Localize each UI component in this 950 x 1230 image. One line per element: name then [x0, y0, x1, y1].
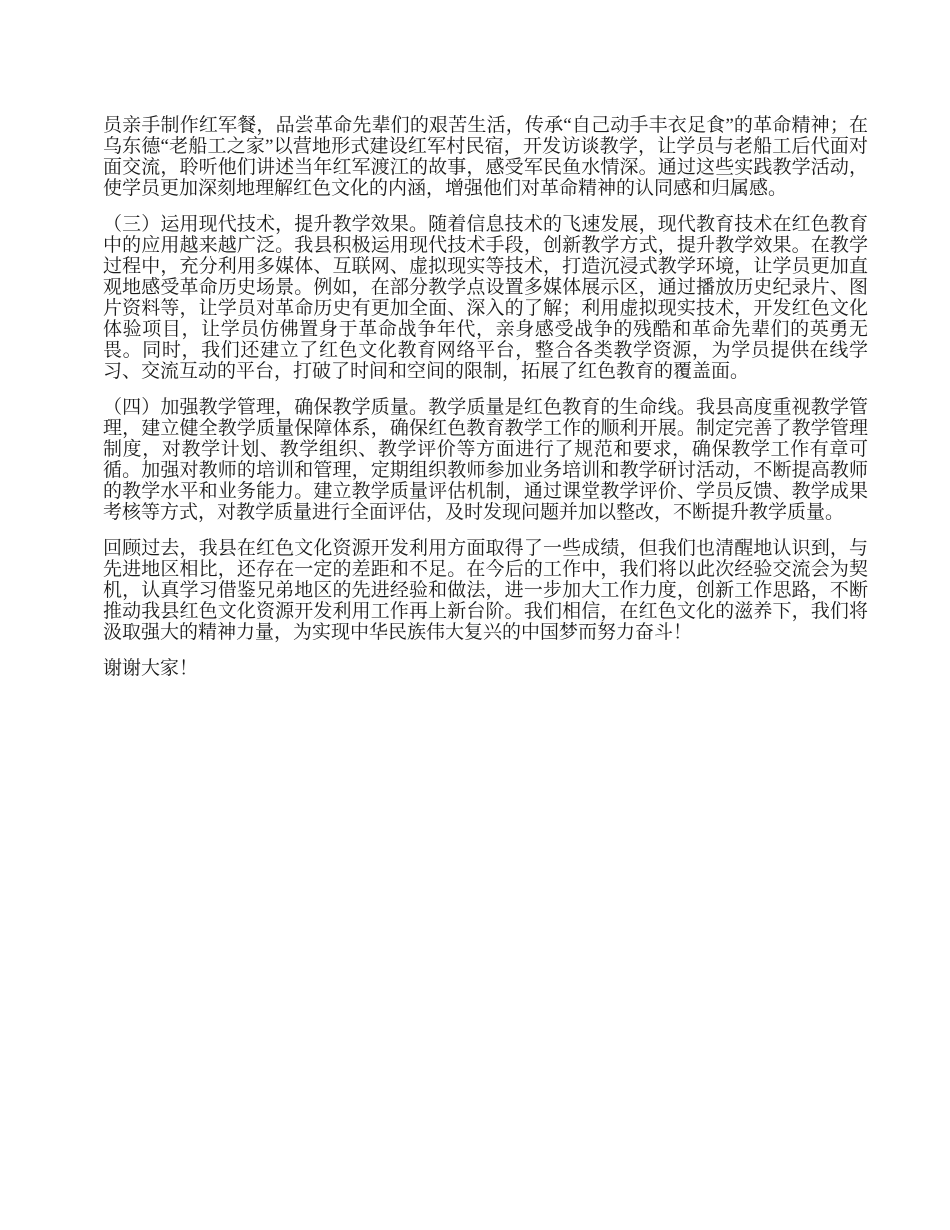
paragraph-section-4-teaching-management: （四）加强教学管理，确保教学质量。教学质量是红色教育的生命线。我县高度重视教学管理，建立健全教学质量保障体系，确保红色教育教学工作的顺利开展。制定完善了教学管理制度，对教学计划、教学组织、教学评价等方面进行了规范和要求，确保教学工作有章可循。加强对教师的培训和管理，定期组织教师参加业务培训和教学研讨活动，不断提高教师的教学水平和业务能力。建立教学质量评估机制，通过课堂教学评价、学员反馈、教学成果考核等方式，对教学质量进行全面评估，及时发现问题并加以整改，不断提升教学质量。 — [103, 397, 868, 523]
paragraph-section-3-modern-tech: （三）运用现代技术，提升教学效果。随着信息技术的飞速发展，现代教育技术在红色教育中的应用越来越广泛。我县积极运用现代技术手段，创新教学方式，提升教学效果。在教学过程中，充分利用多媒体、互联网、虚拟现实等技术，打造沉浸式教学环境，让学员更加直观地感受革命历史场景。例如，在部分教学点设置多媒体展示区，通过播放历史纪录片、图片资料等，让学员对革命历史有更加全面、深入的了解；利用虚拟现实技术，开发红色文化体验项目，让学员仿佛置身于革命战争年代，亲身感受战争的残酷和革命先辈们的英勇无畏。同时，我们还建立了红色文化教育网络平台，整合各类教学资源，为学员提供在线学习、交流互动的平台，打破了时间和空间的限制，拓展了红色教育的覆盖面。 — [103, 214, 868, 382]
paragraph-closing-thanks: 谢谢大家！ — [103, 658, 199, 679]
paragraph-practice-teaching: 员亲手制作红军餐，品尝革命先辈们的艰苦生活，传承“自己动手丰衣足食”的革命精神；在乌东德“老船工之家”以营地形式建设红军村民宿，开发访谈教学，让学员与老船工后代面对面交流，聆听他们讲述当年红军渡江的故事，感受军民鱼水情深。通过这些实践教学活动，使学员更加深刻地理解红色文化的内涵，增强他们对革命精神的认同感和归属感。 — [103, 115, 868, 199]
paragraph-review-outlook: 回顾过去，我县在红色文化资源开发利用方面取得了一些成绩，但我们也清醒地认识到，与先进地区相比，还存在一定的差距和不足。在今后的工作中，我们将以此次经验交流会为契机，认真学习借鉴兄弟地区的先进经验和做法，进一步加大工作力度，创新工作思路，不断推动我县红色文化资源开发利用工作再上新台阶。我们相信，在红色文化的滋养下，我们将汲取强大的精神力量，为实现中华民族伟大复兴的中国梦而努力奋斗！ — [103, 538, 868, 643]
document-body — [103, 115, 868, 679]
